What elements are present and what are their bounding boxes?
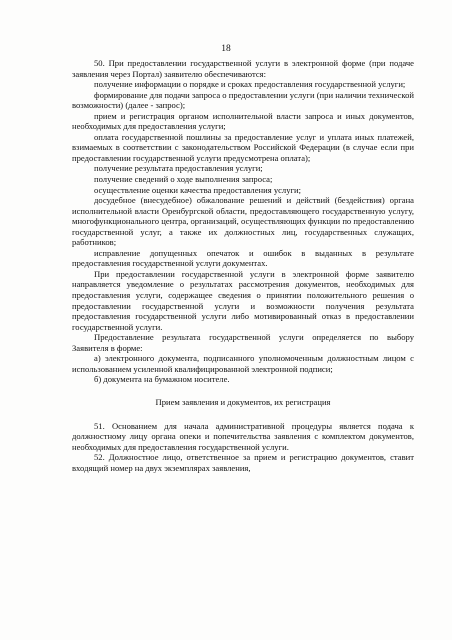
page-number: 18 <box>221 44 231 54</box>
paragraph: получение сведений о ходе выполнения запроса; <box>94 174 273 185</box>
paragraph: формирование для подачи запроса о предоставлении услуги (при наличии технической возможности) (далее - запрос); <box>72 89 414 111</box>
paragraph: б) документа на бумажном носителе. <box>94 374 230 385</box>
paragraph: 50. При предоставлении государственной услуги в электронной форме (при подаче заявления через Портал) заявителю обеспечиваются: <box>72 58 414 79</box>
paragraph: досудебное (внесудебное) обжалование решений и действий (бездействия) органа исполнительной власти Оренбургской области, предоставляющего государственную услугу, многофункционального центра, организаций, осуществляющих функции по предоставлению государственной услуг, а также их должностных лиц, государственных служащих, работников; <box>72 195 414 248</box>
paragraph: При предоставлении государственной услуги в электронной форме заявителю направляется уведомление о результатах рассмотрения документов, необходимых для предоставления услуги, содержащее сведения о принятии положительного решения о предоставлении государственной услуги и возможности получения результата предоставления государственной услуги либо мотивированный отказ в предоставлении государственной услуги. <box>72 268 414 332</box>
paragraph: прием и регистрация органом исполнительной власти запроса и иных документов, необходимых для предоставления услуги; <box>72 110 414 132</box>
paragraph: 52. Должностное лицо, ответственное за прием и регистрацию документов, ставит входящий номер на двух экземплярах заявления, <box>72 452 414 473</box>
paragraph: 51. Основанием для начала административной процедуры является подача к должностному лицу органа опеки и попечительства заявления с комплектом документов, необходимых для предоставления государственной услуги. <box>72 420 414 452</box>
paragraph: исправление допущенных опечаток и ошибок в выданных в результате предоставления государственной услуги документах. <box>72 247 414 269</box>
paragraph: а) электронного документа, подписанного уполномоченным должностным лицом с использованием усиленной квалифицированной электронной подписи; <box>72 353 414 374</box>
paragraph: получение информации о порядке и сроках предоставления государственной услуги; <box>94 79 406 90</box>
paragraph: получение результата предоставления услуги; <box>94 163 263 174</box>
paragraph: осуществление оценки качества предоставления услуги; <box>94 184 302 195</box>
document-body <box>72 58 414 473</box>
paragraph: Предоставление результата государственной услуги определяется по выбору Заявителя в форме: <box>72 332 414 353</box>
paragraph: оплата государственной пошлины за предоставление услуг и уплата иных платежей, взимаемых в соответствии с законодательством Российской Федерации (в случае если при предоставлении государственной услуги предусмотрена оплата); <box>72 131 414 163</box>
section-heading: Прием заявления и документов, их регистрация <box>155 396 331 407</box>
